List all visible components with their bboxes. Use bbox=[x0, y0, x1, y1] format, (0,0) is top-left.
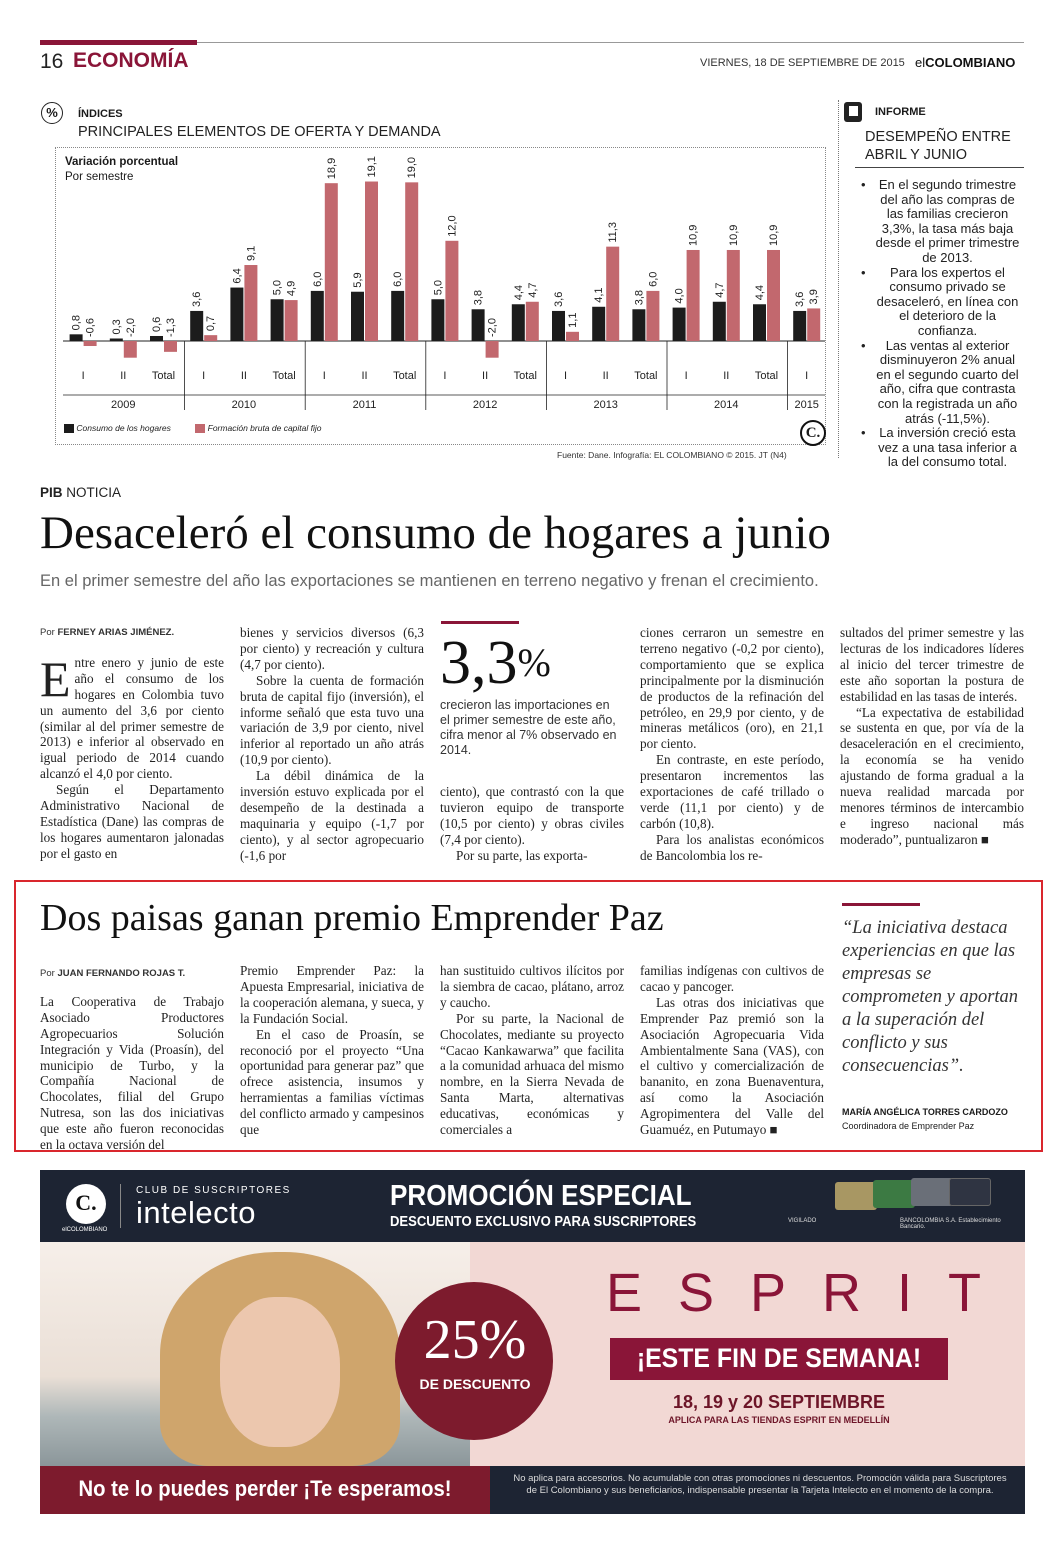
bar-consumo bbox=[150, 336, 163, 341]
data-label-consumo: 4,0 bbox=[673, 288, 686, 304]
bar-consumo bbox=[713, 302, 726, 341]
bar-consumo bbox=[351, 292, 364, 341]
article2-column-2 bbox=[240, 963, 424, 1138]
bar-formacion bbox=[164, 341, 177, 352]
data-label-consumo: 6,0 bbox=[392, 271, 405, 287]
data-label-formacion: 4,9 bbox=[285, 280, 298, 297]
ad-logo: C. bbox=[66, 1184, 106, 1224]
data-label-consumo: 0,3 bbox=[110, 319, 123, 335]
bar-consumo bbox=[632, 309, 645, 341]
data-label-consumo: 0,8 bbox=[70, 315, 83, 331]
page-number: 16 bbox=[40, 50, 64, 73]
ad-banner[interactable] bbox=[40, 1170, 1025, 1514]
data-label-consumo: 5,0 bbox=[271, 279, 284, 296]
paragraph: La Cooperativa de Trabajo Asociado Productores Agropecuarios Solución Integración y Vida (Proasín), del municipio de Turbo, y la Compañía Nacional de Chocolates, filial del Grupo Nutresa, son las dos iniciativas que este año fueron reconocidas en la octava versión del bbox=[40, 993, 224, 1153]
stat-accent-rule bbox=[441, 621, 519, 624]
category-tick-label: II bbox=[723, 370, 730, 382]
category-tick-label: II bbox=[482, 370, 489, 382]
category-tick-label: I bbox=[805, 370, 809, 382]
bar-formacion bbox=[727, 250, 740, 341]
article-headline: Desaceleró el consumo de hogares a junio bbox=[40, 507, 831, 559]
paragraph: Por su parte, la Nacional de Chocolates, mediante su proyecto “Cacao Kankawarwa” que facilita a la comunidad arhuaca del mismo nombre, en la Sierra Nevada de Santa Marta, alternativas educativas, económicas y comerciales a bbox=[440, 1010, 624, 1138]
category-tick-label: Total bbox=[393, 370, 417, 382]
vigilado-label: VIGILADO bbox=[788, 1218, 817, 1224]
card-image bbox=[835, 1182, 877, 1210]
date-line: VIERNES, 18 DE SEPTIEMBRE DE 2015 bbox=[700, 57, 905, 69]
paragraph: ciones cerraron un semestre en terreno negativo (-0,2 por ciento), comportamiento que se explica principalmente por la disminución de productos de la refinación del petróleo, en 29,9 por ciento, y de mineras metálicos (oro), en 21,1 por ciento. bbox=[640, 625, 824, 752]
article2-column-4 bbox=[640, 963, 824, 1138]
year-tick-label: 2013 bbox=[593, 399, 618, 411]
data-label-consumo: 4,4 bbox=[754, 284, 766, 301]
quote-accent-rule bbox=[842, 903, 920, 906]
bar-consumo bbox=[391, 291, 404, 341]
category-tick-label: II bbox=[120, 370, 127, 382]
bar-consumo bbox=[70, 334, 83, 341]
bar-consumo bbox=[512, 304, 525, 341]
article2-column-1 bbox=[40, 966, 224, 1153]
informe-badge: INFORME bbox=[875, 106, 926, 118]
brand-logo bbox=[915, 55, 1015, 70]
section-title: ECONOMÍA bbox=[73, 49, 189, 72]
informe-bullet: • Las ventas al exterior disminuyeron 2% anual en el segundo cuarto del año, cifra que contrasta con la registrada un año atrás (-11,5%). bbox=[859, 339, 1022, 427]
data-label-formacion: -2,0 bbox=[486, 318, 499, 337]
model-face bbox=[220, 1297, 340, 1447]
informe-title-rule bbox=[855, 167, 1024, 168]
article-headline-2: Dos paisas ganan premio Emprender Paz bbox=[40, 897, 664, 939]
paragraph: En el caso de Proasín, se reconoció por el proyecto “Una oportunidad para generar paz” que ofrece asistencia, insumos y herramientas a familias víctimas del conflicto armado y campesinos que bbox=[240, 1026, 424, 1138]
article-column-5 bbox=[840, 625, 1024, 848]
data-label-formacion: -1,3 bbox=[165, 318, 177, 337]
informe-title: DESEMPEÑO ENTRE ABRIL Y JUNIO bbox=[865, 129, 1011, 163]
bar-formacion bbox=[365, 182, 378, 341]
data-label-consumo: 4,1 bbox=[593, 287, 606, 303]
data-label-consumo: 5,9 bbox=[352, 272, 364, 288]
category-tick-label: II bbox=[240, 370, 247, 382]
category-tick-label: Total bbox=[272, 370, 296, 382]
paragraph: Por su parte, las exporta- bbox=[456, 847, 588, 863]
legend-label-consumo: Consumo de los hogares bbox=[76, 423, 171, 433]
paragraph: Premio Emprender Paz: la Apuesta Empresarial, iniciativa de la cooperación alemana, y sueca, y la Fundación Social. bbox=[240, 963, 424, 1026]
category-tick-label: Total bbox=[513, 370, 537, 382]
data-label-consumo: 3,8 bbox=[633, 289, 646, 306]
paragraph: han sustituido cultivos ilícitos por la siembra de cacao, plátano, arroz y caucho. bbox=[440, 963, 624, 1010]
data-label-formacion: 0,7 bbox=[205, 315, 218, 332]
club-name: intelecto bbox=[136, 1195, 256, 1230]
data-label-formacion: 11,3 bbox=[607, 222, 620, 243]
paragraph: Según el Departamento Administrativo Nacional de Estadística (Dane) las compras de los hogares aumentaron jalonadas por el gasto en bbox=[40, 782, 224, 861]
data-label-consumo: 6,0 bbox=[311, 271, 324, 287]
legend-swatch-formacion bbox=[195, 424, 205, 433]
paragraph: Las otras dos iniciativas que Emprender Paz premió son la Asociación Agropecuaria Vida Ambientalmente Sana (VAS), con el cultivo y comercialización de bananito, en zona Buenaventura, así como la Asociación Agropimentera del Valle del Guamuéz, en Putumayo ■ bbox=[640, 994, 824, 1138]
kicker-label: NOTICIA bbox=[66, 485, 122, 500]
document-icon bbox=[844, 102, 862, 122]
card-image bbox=[949, 1178, 991, 1206]
category-tick-label: II bbox=[602, 370, 609, 382]
article-column-1 bbox=[40, 625, 224, 862]
paragraph: Sobre la cuenta de formación bruta de capital fijo (inversión), el informe señaló que esta tuvo una variación de 3,9 por ciento, nivel inferior al reportado un año atrás (10,9 por ciento). bbox=[240, 672, 424, 768]
bar-formacion bbox=[646, 291, 659, 341]
promo-subtitle: DESCUENTO EXCLUSIVO PARA SUSCRIPTORES bbox=[390, 1214, 697, 1230]
pull-quote: “La iniciativa destaca experiencias en que las empresas se comprometen y aportan a la superación del conflicto y sus consecuencias”. bbox=[842, 918, 1019, 1076]
bar-consumo bbox=[311, 291, 324, 341]
bar-consumo bbox=[592, 307, 605, 341]
kicker-bold: PIB bbox=[40, 485, 63, 500]
bar-chart bbox=[56, 148, 825, 444]
card-image bbox=[873, 1180, 915, 1208]
paragraph: bienes y servicios diversos (6,3 por ciento) y recreación y cultura (4,7 por ciento). bbox=[240, 625, 424, 672]
article2-column-3 bbox=[440, 963, 624, 1138]
byline: Por JUAN FERNANDO ROJAS T. bbox=[40, 968, 186, 979]
bar-formacion bbox=[124, 341, 137, 358]
paragraph: ciento), que contrastó con la que tuvieron equipo de transporte (10,5 por ciento) y obras civiles (7,4 por ciento). bbox=[440, 784, 624, 847]
data-label-formacion: 6,0 bbox=[647, 271, 660, 287]
data-label-consumo: 5,0 bbox=[432, 279, 445, 296]
bar-formacion bbox=[204, 335, 217, 341]
year-tick-label: 2015 bbox=[794, 399, 819, 411]
category-tick-label: Total bbox=[634, 370, 658, 382]
bar-formacion bbox=[486, 341, 499, 358]
category-tick-label: I bbox=[443, 370, 447, 382]
stat-unit: % bbox=[517, 640, 551, 685]
promo-title: PROMOCIÓN ESPECIAL bbox=[390, 1180, 692, 1212]
informe-bullet: • Para los expertos el consumo privado se desaceleró, en línea con el deterioro de la confianza. bbox=[859, 266, 1022, 339]
bar-consumo bbox=[793, 311, 806, 341]
cta-text: No te lo puedes perder ¡Te esperamos! bbox=[78, 1476, 452, 1501]
paragraph: ntre enero y junio de este año el consumo de los hogares en Colombia tuvo un aumento del 3,6 por ciento (similar al del primer semestre de 2013) e inferior al observado en igual periodo de 2014 cuando alcanzó el 4,0 por ciento. bbox=[40, 654, 224, 782]
data-label-formacion: -0,6 bbox=[84, 318, 97, 337]
bar-consumo bbox=[753, 304, 766, 341]
header-rule bbox=[197, 42, 1024, 43]
brand-prefix: el bbox=[915, 55, 926, 70]
card-image bbox=[911, 1178, 953, 1206]
category-tick-label: Total bbox=[151, 370, 176, 382]
data-label-formacion: -2,0 bbox=[124, 318, 137, 337]
data-label-formacion: 3,9 bbox=[808, 289, 821, 305]
header-accent-bar bbox=[40, 40, 197, 45]
club-label: CLUB DE SUSCRIPTORES bbox=[136, 1185, 291, 1196]
paragraph: Para los analistas económicos de Bancolombia los re- bbox=[640, 831, 824, 863]
informe-divider bbox=[838, 100, 839, 458]
stat-value: 3,3% bbox=[440, 629, 551, 697]
chart-logo: C. bbox=[800, 420, 826, 446]
category-tick-label: I bbox=[202, 370, 206, 382]
data-label-formacion: 9,1 bbox=[245, 245, 258, 262]
informe-bullets bbox=[859, 178, 1022, 470]
data-label-formacion: 19,1 bbox=[366, 156, 378, 178]
paragraph: En contraste, en este período, presentaron incrementos las exportaciones de café trillado o verde (11,1 por ciento) y de carbón (10,8). bbox=[640, 752, 824, 831]
bar-formacion bbox=[767, 250, 780, 341]
quote-attribution-role: Coordinadora de Emprender Paz bbox=[842, 1121, 975, 1131]
store-note: APLICA PARA LAS TIENDAS ESPRIT EN MEDELLÍN bbox=[668, 1415, 890, 1425]
category-tick-label: Total bbox=[754, 370, 779, 382]
data-label-consumo: 3,6 bbox=[794, 291, 807, 307]
paragraph: “La expectativa de estabilidad se sustenta en que, por vía de la desaceleración en el crecimiento, la economía se ha venido ajustando de forma gradual a la nueva realidad marcada por menores términos de intercambio e ingreso nacional más moderado”, puntualizaron ■ bbox=[840, 704, 1024, 847]
data-label-formacion: 18,9 bbox=[325, 157, 338, 180]
bar-formacion bbox=[84, 341, 97, 346]
legend-label-formacion: Formación bruta de capital fijo bbox=[207, 423, 322, 433]
bar-consumo bbox=[190, 311, 203, 341]
bar-formacion bbox=[285, 300, 298, 341]
data-label-consumo: 0,6 bbox=[151, 316, 163, 332]
bar-formacion bbox=[526, 302, 539, 341]
bar-consumo bbox=[271, 299, 284, 341]
paragraph: La débil dinámica de la inversión estuvo explicada por el desempeño de la destinada a maquinaria y equipo (-1,7 por ciento), y al sector agropecuario (-1,6 por bbox=[240, 768, 424, 863]
category-tick-label: II bbox=[361, 370, 368, 382]
bar-consumo bbox=[673, 308, 686, 341]
bank-note: BANCOLOMBIA S.A. Establecimiento Bancario. bbox=[900, 1218, 1001, 1230]
article-column-4 bbox=[640, 625, 824, 864]
data-label-consumo: 4,4 bbox=[512, 284, 525, 301]
data-label-formacion: 4,7 bbox=[526, 282, 539, 298]
data-label-consumo: 3,6 bbox=[553, 291, 565, 307]
drop-cap: E bbox=[40, 650, 71, 707]
discount-value: 25% bbox=[423, 1309, 527, 1371]
category-tick-label: I bbox=[563, 370, 568, 382]
category-tick-label: I bbox=[322, 370, 326, 382]
legend-swatch-consumo bbox=[64, 424, 74, 433]
esprit-logo: ESPRIT bbox=[606, 1263, 1018, 1323]
chart-subtitle: Por semestre bbox=[65, 171, 134, 183]
category-tick-label: I bbox=[81, 370, 85, 382]
infographic-title: PRINCIPALES ELEMENTOS DE OFERTA Y DEMANDA bbox=[78, 124, 441, 140]
informe-bullet: • La inversión creció esta vez a una tasa inferior a la del consumo total. bbox=[859, 426, 1022, 470]
paragraph: familias indígenas con cultivos de cacao y pancoger. bbox=[640, 963, 824, 994]
kicker bbox=[40, 485, 121, 500]
stat-caption: crecieron las importaciones en el primer semestre de este año, cifra menor al 7% observado en 2014. bbox=[440, 698, 617, 757]
paragraph: sultados del primer semestre y las lecturas de los indicadores líderes al inicio del tercer trimestre de este año soportan la postura de estabilidad en las tasas de interés. bbox=[840, 625, 1024, 704]
byline: Por FERNEY ARIAS JIMÉNEZ. bbox=[40, 627, 175, 638]
bar-consumo bbox=[431, 299, 444, 341]
disclaimer-text: No aplica para accesorios. No acumulable con otras promociones ni descuentos. Promoción válida para Suscriptores de El Colombiano y sus beneficiarios, indispensable presentar la Tarjeta Intelecto en el momento de la compra. bbox=[513, 1473, 1007, 1496]
bar-formacion bbox=[687, 250, 700, 341]
bar-formacion bbox=[807, 308, 820, 341]
bar-consumo bbox=[552, 311, 565, 341]
informe-bullet: • En el segundo trimestre del año las compras de las familias crecieron 3,3%, la tasa más baja desde el primer trimestre de 2013. bbox=[859, 178, 1022, 266]
year-tick-label: 2011 bbox=[352, 399, 377, 411]
bar-formacion bbox=[606, 247, 619, 341]
data-label-consumo: 3,8 bbox=[472, 289, 485, 306]
data-label-consumo: 6,4 bbox=[231, 268, 244, 284]
article-column-2 bbox=[240, 625, 424, 864]
event-dates: 18, 19 y 20 SEPTIEMBRE bbox=[672, 1392, 886, 1412]
data-label-consumo: 3,6 bbox=[191, 291, 204, 307]
bar-formacion bbox=[405, 182, 418, 341]
bar-formacion bbox=[445, 241, 458, 341]
article-deck: En el primer semestre del año las exportaciones se mantienen en terreno negativo y frenan el crecimiento. bbox=[40, 572, 819, 590]
year-tick-label: 2012 bbox=[472, 399, 498, 411]
chart-legend bbox=[64, 423, 322, 433]
data-label-formacion: 12,0 bbox=[446, 215, 459, 237]
ad-divider bbox=[120, 1184, 121, 1228]
quote-attribution-name: MARÍA ANGÉLICA TORRES CARDOZO bbox=[842, 1107, 1008, 1117]
article-column-3 bbox=[440, 784, 624, 864]
brand-name: COLOMBIANO bbox=[925, 55, 1016, 70]
data-label-formacion: 1,1 bbox=[567, 312, 579, 328]
indices-icon: % bbox=[41, 102, 63, 124]
bar-formacion bbox=[566, 332, 579, 341]
data-label-consumo: 4,7 bbox=[713, 282, 726, 298]
discount-label: DE DESCUENTO bbox=[419, 1376, 531, 1392]
data-label-formacion: 10,9 bbox=[687, 224, 700, 246]
bar-consumo bbox=[110, 338, 123, 341]
data-label-formacion: 10,9 bbox=[768, 224, 780, 246]
bar-formacion bbox=[325, 183, 338, 341]
infographic-source: Fuente: Dane. Infografía: EL COLOMBIANO © 2015. JT (N4) bbox=[557, 450, 787, 460]
year-tick-label: 2014 bbox=[714, 399, 739, 411]
indices-badge: ÍNDICES bbox=[78, 108, 123, 120]
bar-formacion bbox=[244, 265, 257, 341]
category-tick-label: I bbox=[684, 370, 688, 382]
ad-logo-caption: elCOLOMBIANO bbox=[62, 1227, 108, 1233]
year-tick-label: 2009 bbox=[111, 399, 136, 411]
chart-title: Variación porcentual bbox=[65, 156, 179, 168]
data-label-formacion: 10,9 bbox=[727, 224, 740, 246]
bar-consumo bbox=[472, 309, 485, 341]
weekend-label: ¡ESTE FIN DE SEMANA! bbox=[636, 1343, 922, 1373]
year-tick-label: 2010 bbox=[231, 399, 257, 411]
data-label-formacion: 19,0 bbox=[406, 156, 419, 179]
bar-consumo bbox=[230, 288, 243, 341]
